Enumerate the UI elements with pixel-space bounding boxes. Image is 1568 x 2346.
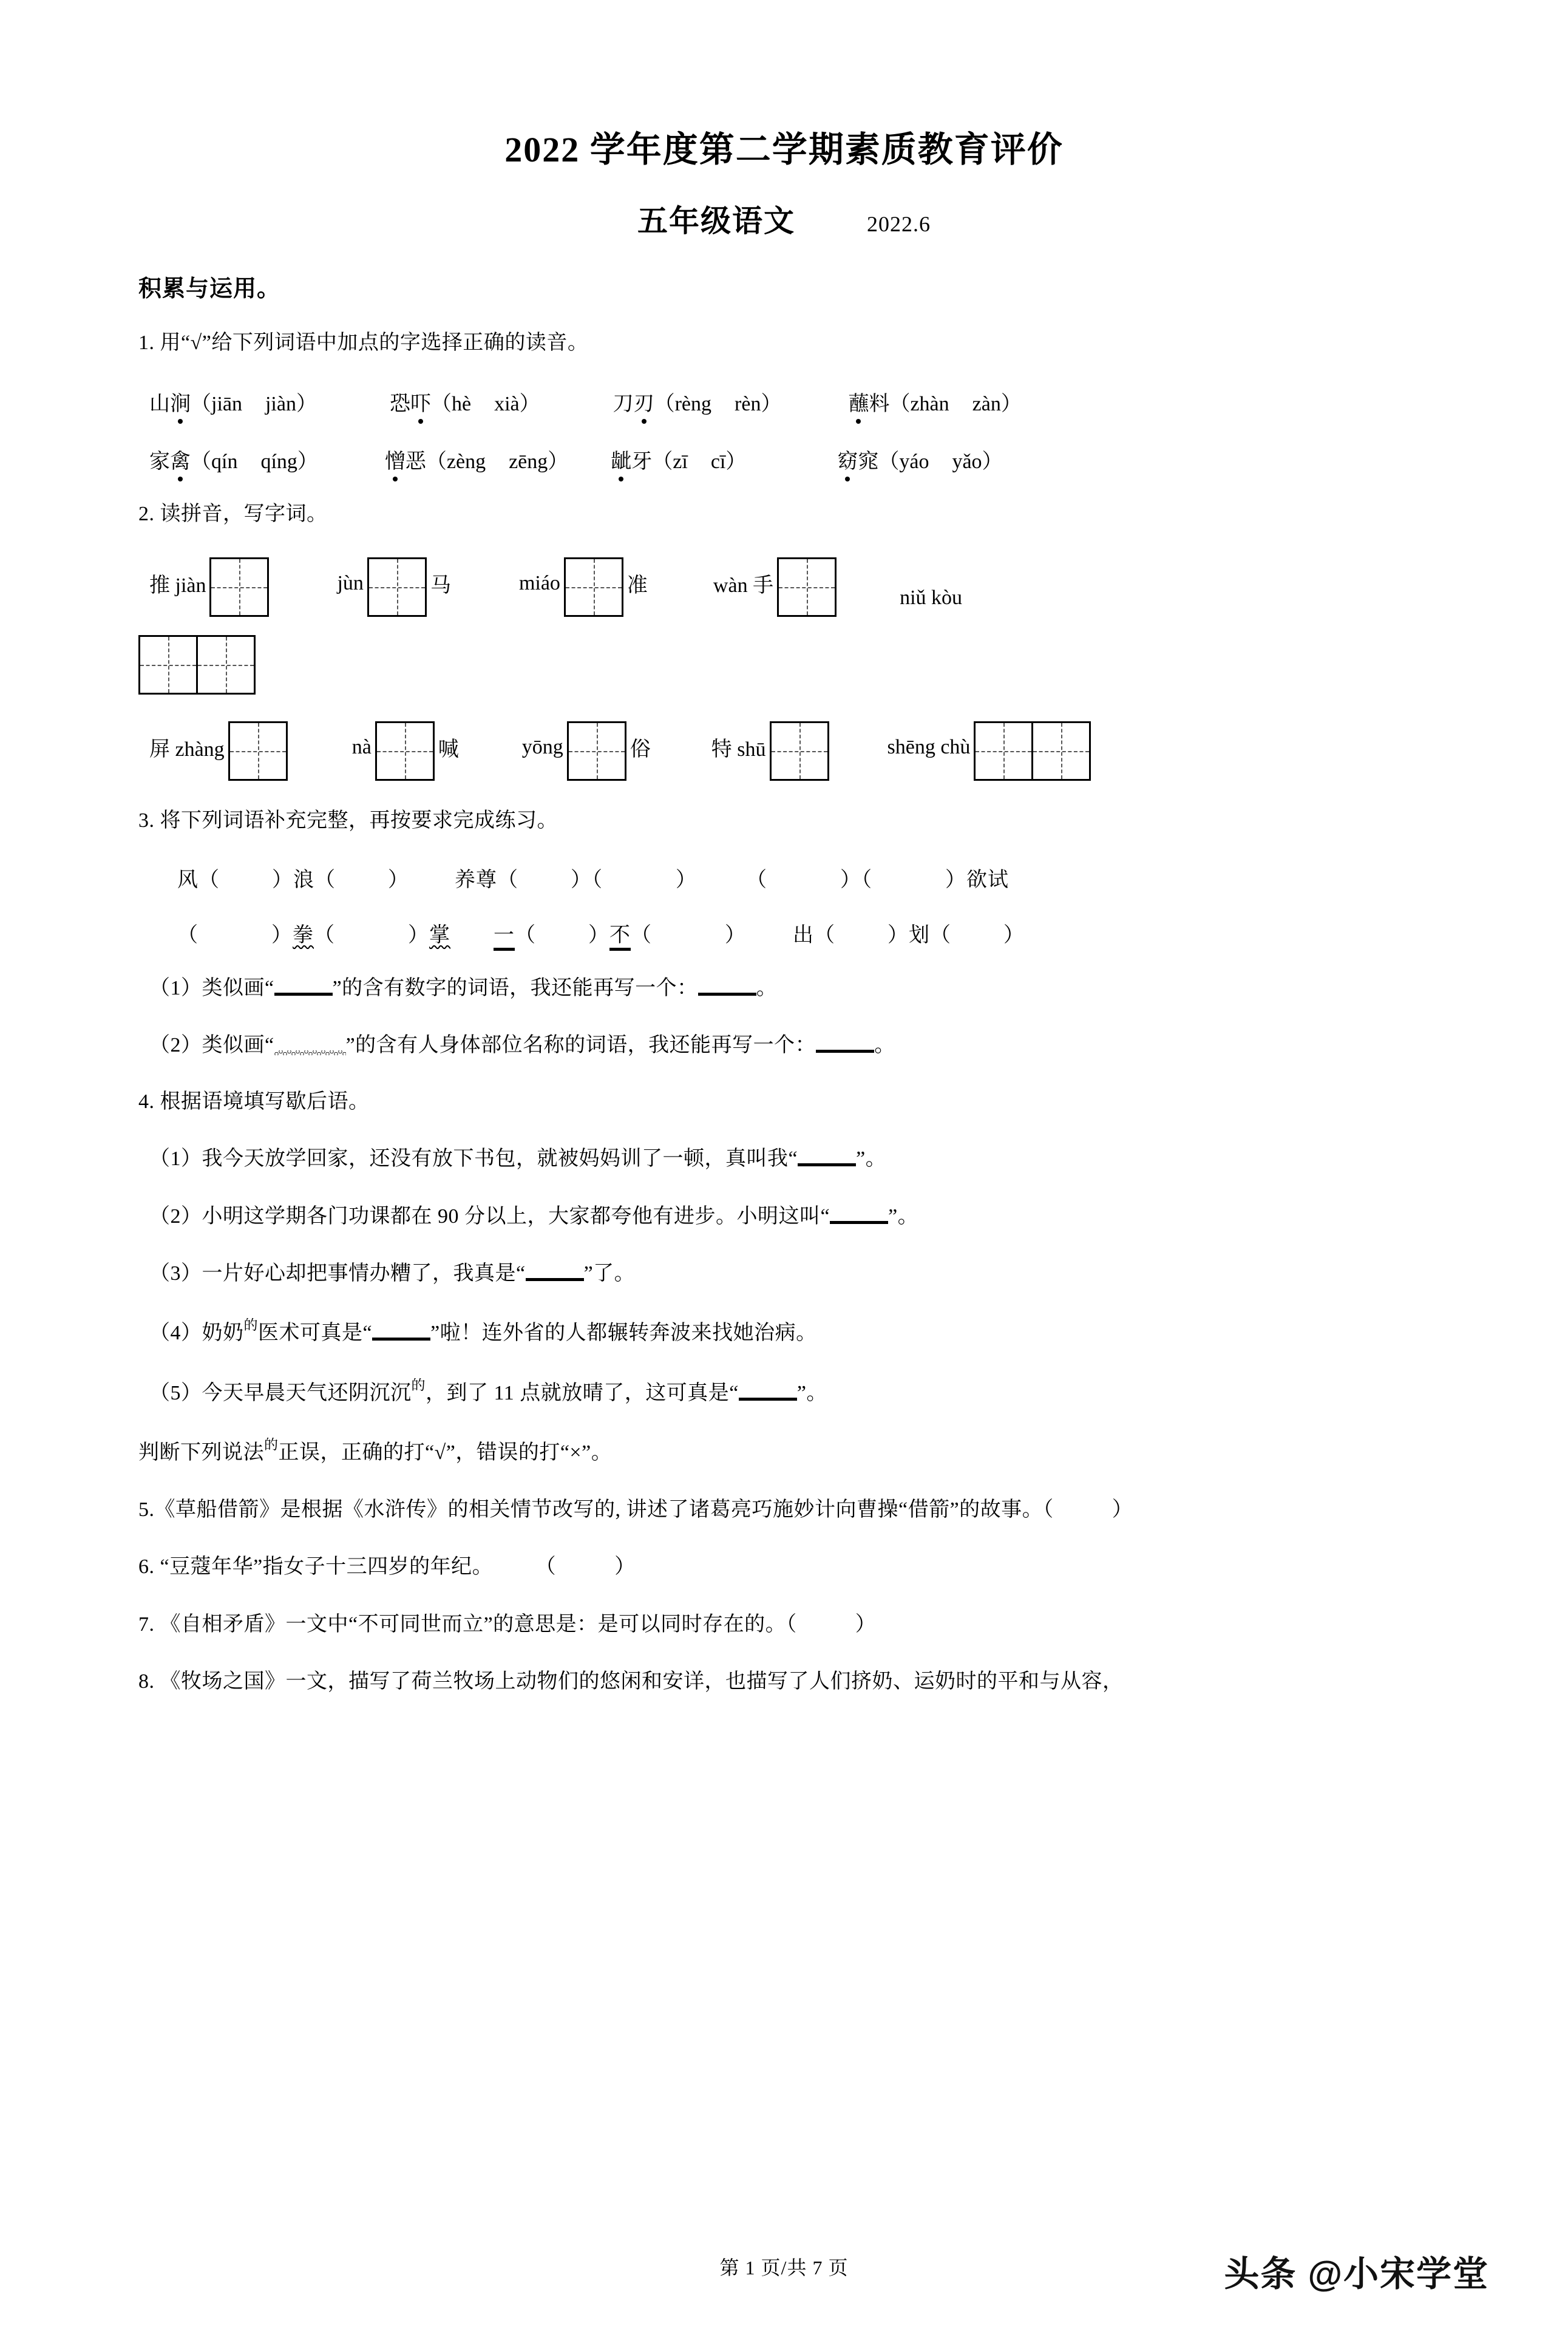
pinyin-item[interactable]: 家禽（qín qíng） bbox=[149, 444, 318, 474]
judgment-item-5 bbox=[138, 1494, 1430, 1526]
judgment-prompt bbox=[138, 1434, 1430, 1469]
subject-title: 五年级语文 bbox=[637, 203, 795, 238]
item-text-post: ”。 bbox=[796, 1381, 827, 1404]
idiom-part: （ bbox=[515, 923, 536, 947]
question-4-item-2 bbox=[138, 1200, 1430, 1233]
grid-label-pre: jùn bbox=[337, 571, 364, 594]
question-4-item-5 bbox=[138, 1375, 1430, 1410]
sub-text-end: 。 bbox=[874, 1034, 895, 1057]
tianzige-box[interactable] bbox=[564, 557, 623, 617]
item-text: 5.《草船借箭》是根据《水浒传》的相关情节改写的, 讲述了诸葛亮巧施妙计向曹操“借箭”的故事。（ bbox=[138, 1498, 1054, 1521]
tianzige-box[interactable] bbox=[228, 721, 288, 781]
tianzige-box[interactable] bbox=[770, 721, 829, 781]
idiom-part: ） bbox=[725, 923, 746, 947]
pinyin-a[interactable]: zhàn bbox=[910, 393, 949, 416]
item-text-post: ”。 bbox=[888, 1205, 919, 1228]
grid-item bbox=[352, 721, 459, 781]
grid-item bbox=[711, 721, 829, 781]
idiom-part: ） bbox=[1003, 923, 1025, 947]
item-text: 6. “豆蔻年华”指女子十三四岁的年纪。 （ bbox=[138, 1555, 557, 1579]
grid-item bbox=[149, 557, 269, 617]
grid-item bbox=[149, 721, 288, 781]
pinyin-row-1 bbox=[138, 387, 1430, 416]
idiom-part: 养尊（ bbox=[455, 868, 518, 891]
dotted-char: 龇 bbox=[611, 444, 631, 474]
q2-grid-row-2 bbox=[138, 635, 1430, 695]
section-heading: 积累与运用。 bbox=[138, 276, 281, 302]
answer-blank[interactable] bbox=[798, 1163, 856, 1166]
question-2-prompt: 2. 读拼音，写字词。 bbox=[138, 503, 328, 526]
tianzige-group[interactable] bbox=[375, 721, 435, 781]
answer-blank[interactable] bbox=[372, 1338, 430, 1341]
tianzige-box[interactable] bbox=[1031, 721, 1091, 781]
grid-label-pre: nà bbox=[351, 735, 372, 758]
page-title: 2022 学年度第二学期素质教育评价 bbox=[504, 130, 1064, 169]
idiom-part: （ bbox=[314, 923, 335, 947]
tianzige-box[interactable] bbox=[138, 635, 198, 695]
pinyin-item[interactable]: 窈窕（yáo yǎo） bbox=[837, 444, 1002, 474]
pinyin-b[interactable]: qíng bbox=[260, 450, 297, 474]
question-3-prompt: 3. 将下列词语补充完整，再按要求完成练习。 bbox=[138, 809, 558, 832]
judgment-item-7 bbox=[138, 1608, 1430, 1641]
question-3-sub-1 bbox=[138, 972, 1430, 1005]
pinyin-b[interactable]: xià bbox=[494, 393, 520, 416]
tianzige-box[interactable] bbox=[974, 721, 1033, 781]
tianzige-group[interactable] bbox=[138, 635, 256, 695]
item-text-mid: ，到了 11 点就放晴了，这可真是“ bbox=[426, 1381, 739, 1404]
idiom-part: ） bbox=[408, 923, 429, 947]
tianzige-box[interactable] bbox=[777, 557, 837, 617]
pinyin-b[interactable]: zēng bbox=[509, 450, 548, 474]
grid-item bbox=[900, 586, 966, 617]
pinyin-b[interactable]: zàn bbox=[972, 393, 1001, 416]
item-text-post: ”了。 bbox=[583, 1262, 636, 1285]
page-footer bbox=[0, 2248, 1568, 2314]
judgment-text-pre: 判断下列说法 bbox=[138, 1441, 264, 1464]
subtitle-row bbox=[138, 197, 1430, 240]
grid-label-pre: miáo bbox=[518, 571, 560, 594]
item-close: ） bbox=[614, 1555, 636, 1579]
pinyin-item[interactable]: 龇牙（zī cī） bbox=[611, 444, 746, 474]
pinyin-item[interactable]: 刀刃（rèng rèn） bbox=[613, 387, 782, 416]
grid-item bbox=[888, 721, 1091, 781]
grid-label-pre: 推 jiàn bbox=[149, 574, 206, 597]
tianzige-group[interactable] bbox=[564, 557, 623, 617]
idiom-underline-char: 不 bbox=[609, 924, 631, 951]
pinyin-a[interactable]: hè bbox=[451, 393, 472, 416]
idiom-part: ）欲试 bbox=[945, 868, 1009, 891]
tianzige-box[interactable] bbox=[375, 721, 435, 781]
dotted-char: 刃 bbox=[634, 387, 654, 416]
idiom-underline-char: 一 bbox=[494, 924, 515, 951]
word-post: 恶 bbox=[405, 450, 426, 474]
sub-text-pre: （1）类似画“ bbox=[149, 976, 274, 999]
question-3-sub-2 bbox=[138, 1029, 1430, 1062]
pinyin-a[interactable]: zèng bbox=[446, 450, 486, 474]
dotted-char: 禽 bbox=[170, 444, 191, 474]
idiom-wave-char: 掌 bbox=[429, 923, 450, 947]
idiom-part: ） bbox=[588, 923, 609, 947]
grid-label-post: 俗 bbox=[630, 738, 651, 761]
sub-text-mid: ”的含有数字的词语，我还能再写一个： bbox=[332, 976, 698, 999]
sub-text-pre: （2）类似画“ bbox=[149, 1034, 274, 1057]
answer-blank[interactable] bbox=[816, 1050, 874, 1053]
sub-text-mid: ”的含有人身体部位名称的词语，我还能再写一个： bbox=[345, 1034, 816, 1057]
grid-label-pre: wàn 手 bbox=[713, 574, 774, 597]
answer-blank[interactable] bbox=[830, 1221, 888, 1224]
grid-label-pre: shēng chù bbox=[887, 735, 971, 758]
idiom-part: （ bbox=[631, 923, 652, 947]
item-text-post: ”啦！连外省的人都辗转奔波来找她治病。 bbox=[430, 1322, 817, 1345]
answer-blank[interactable] bbox=[274, 993, 333, 996]
grid-label-pre: yōng bbox=[521, 735, 563, 758]
idiom-part: （ bbox=[177, 923, 199, 947]
tianzige-group[interactable] bbox=[777, 557, 837, 617]
pinyin-b[interactable]: cī bbox=[710, 450, 726, 474]
idiom-part: ）（ bbox=[571, 868, 603, 891]
pinyin-item[interactable]: 恐吓（hè xià） bbox=[390, 387, 540, 416]
answer-blank[interactable] bbox=[526, 1278, 584, 1281]
grid-item bbox=[337, 557, 450, 617]
idiom-part: ） bbox=[676, 868, 697, 891]
word-post: 料 bbox=[869, 393, 890, 416]
word-pre: 家 bbox=[149, 450, 170, 474]
superscript-de: 的 bbox=[243, 1318, 258, 1333]
item-text-pre: （1）我今天放学回家，还没有放下书包，就被妈妈训了一顿，真叫我“ bbox=[149, 1148, 798, 1171]
pinyin-b[interactable]: jiàn bbox=[265, 393, 296, 416]
pinyin-a[interactable]: yáo bbox=[899, 450, 929, 474]
tianzige-group[interactable] bbox=[770, 721, 829, 781]
item-text-pre: （5）今天早晨天气还阴沉沉 bbox=[149, 1381, 412, 1404]
dotted-char: 涧 bbox=[170, 387, 191, 416]
grid-item bbox=[138, 635, 256, 695]
pinyin-b[interactable]: rèn bbox=[735, 393, 761, 416]
idiom-part: 出（ bbox=[793, 923, 835, 947]
pinyin-item[interactable]: 憎恶（zèng zēng） bbox=[385, 444, 568, 474]
dotted-char: 蘸 bbox=[848, 387, 869, 416]
pinyin-a[interactable]: qín bbox=[211, 450, 238, 474]
idiom-part: （ bbox=[746, 868, 767, 891]
grid-label-pre: niǔ kòu bbox=[900, 586, 963, 609]
pinyin-a[interactable]: jiān bbox=[211, 393, 242, 416]
tianzige-group[interactable] bbox=[567, 721, 626, 781]
word-post: 窕 bbox=[858, 450, 879, 474]
grid-item bbox=[713, 557, 837, 617]
item-text-pre: （4）奶奶 bbox=[149, 1322, 244, 1345]
pinyin-row-2 bbox=[138, 444, 1430, 474]
word-pre: 刀 bbox=[613, 393, 634, 416]
item-text: 8. 《牧场之国》一文，描写了荷兰牧场上动物们的悠闲和安详，也描写了人们挤奶、运奶时的平和与从容， bbox=[138, 1670, 1124, 1693]
grid-label-pre: 屏 zhàng bbox=[149, 738, 225, 761]
tianzige-box[interactable] bbox=[196, 635, 256, 695]
item-text-pre: （2）小明这学期各门功课都在 90 分以上，大家都夸他有进步。小明这叫“ bbox=[149, 1205, 830, 1228]
tianzige-group[interactable] bbox=[367, 557, 427, 617]
exam-date: 2022.6 bbox=[867, 211, 931, 236]
dotted-char: 憎 bbox=[385, 444, 406, 474]
item-text: 7. 《自相矛盾》一文中“不可同世而立”的意思是：是可以同时存在的。（ bbox=[138, 1613, 797, 1636]
answer-blank[interactable] bbox=[739, 1398, 797, 1401]
tianzige-group[interactable] bbox=[209, 557, 269, 617]
pinyin-a[interactable]: zī bbox=[673, 450, 688, 474]
superscript-de: 的 bbox=[411, 1377, 426, 1393]
idiom-part: ）浪（ bbox=[272, 868, 336, 891]
judgment-text-post: 正误，正确的打“√”，错误的打“×”。 bbox=[278, 1441, 613, 1464]
grid-label-pre: 特 shū bbox=[711, 738, 766, 761]
idiom-wave-char: 拳 bbox=[293, 923, 314, 947]
pinyin-a[interactable]: rèng bbox=[674, 393, 712, 416]
idiom-part: ） bbox=[388, 868, 409, 891]
watermark: 头条 @小宋学堂 bbox=[1224, 2254, 1489, 2294]
judgment-item-6 bbox=[138, 1551, 1430, 1583]
grid-label-post: 马 bbox=[430, 574, 451, 597]
page-number: 第 1 页/共 7 页 bbox=[719, 2257, 849, 2279]
tianzige-box[interactable] bbox=[367, 557, 427, 617]
idiom-row-2[interactable] bbox=[138, 918, 1430, 948]
grid-label-post: 喊 bbox=[438, 738, 459, 761]
sub-text-end: 。 bbox=[756, 976, 778, 999]
tianzige-group[interactable] bbox=[974, 721, 1091, 781]
question-4-item-3 bbox=[138, 1257, 1430, 1290]
tianzige-box[interactable] bbox=[209, 557, 269, 617]
grid-item bbox=[522, 721, 651, 781]
pinyin-item[interactable]: 山涧（jiān jiàn） bbox=[149, 387, 317, 416]
idiom-row-1[interactable] bbox=[138, 863, 1430, 892]
item-text-post: ”。 bbox=[856, 1148, 887, 1171]
superscript-de: 的 bbox=[264, 1437, 279, 1453]
answer-blank-wavy[interactable] bbox=[274, 1037, 346, 1055]
idiom-part: ） bbox=[271, 923, 293, 947]
question-4-prompt: 4. 根据语境填写歇后语。 bbox=[138, 1090, 370, 1114]
grid-label-post: 准 bbox=[626, 574, 648, 597]
item-text-pre: （3）一片好心却把事情办糟了，我真是“ bbox=[149, 1262, 526, 1285]
item-close: ） bbox=[855, 1613, 877, 1636]
question-4-item-1 bbox=[138, 1143, 1430, 1175]
item-close: ） bbox=[1112, 1498, 1133, 1521]
tianzige-box[interactable] bbox=[567, 721, 626, 781]
answer-blank[interactable] bbox=[698, 993, 756, 996]
idiom-part: 风（ bbox=[177, 868, 220, 891]
pinyin-item[interactable]: 蘸料（zhàn zàn） bbox=[848, 387, 1021, 416]
grid-item bbox=[519, 557, 648, 617]
dotted-char: 吓 bbox=[410, 387, 431, 416]
judgment-item-8 bbox=[138, 1665, 1430, 1698]
word-post: 牙 bbox=[631, 450, 653, 474]
question-1-prompt: 1. 用“√”给下列词语中加点的字选择正确的读音。 bbox=[138, 331, 589, 354]
item-text-mid: 医术可真是“ bbox=[258, 1322, 373, 1345]
idiom-part: ）（ bbox=[840, 868, 872, 891]
exam-page bbox=[0, 129, 1568, 2346]
dotted-char: 窈 bbox=[837, 444, 858, 474]
pinyin-b[interactable]: yǎo bbox=[952, 450, 982, 474]
q2-grid-row-3 bbox=[138, 721, 1430, 781]
q2-grid-row-1 bbox=[138, 557, 1430, 617]
idiom-part: ）划（ bbox=[888, 923, 951, 947]
word-pre: 山 bbox=[149, 393, 170, 416]
word-pre: 恐 bbox=[389, 393, 410, 416]
tianzige-group[interactable] bbox=[228, 721, 288, 781]
question-4-item-4 bbox=[138, 1314, 1430, 1350]
